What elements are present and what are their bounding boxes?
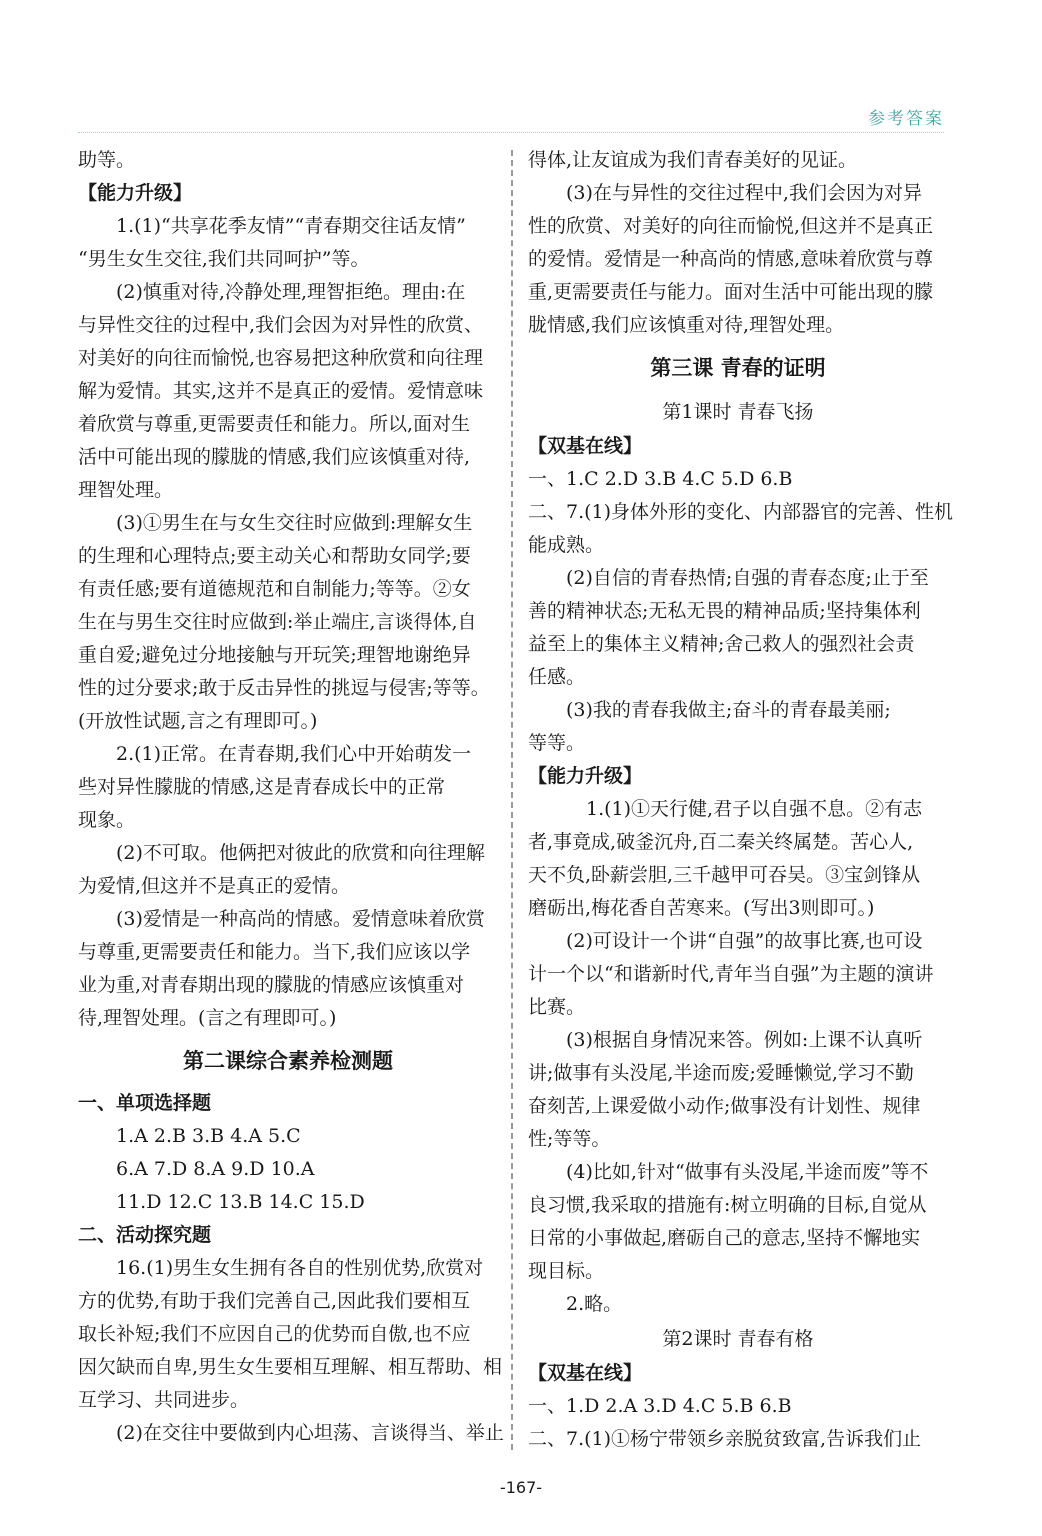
answer-line: 一、1.D 2.A 3.D 4.C 5.B 6.B <box>528 1395 792 1417</box>
answer-line: (2)慎重对待,冷静处理,理智拒绝。理由:在 <box>116 281 466 303</box>
answer-line: 者,事竟成,破釜沉舟,百二秦关终属楚。苦心人, <box>528 831 914 853</box>
answer-line: 理智处理。 <box>78 479 174 501</box>
answer-line: (开放性试题,言之有理即可。) <box>78 710 318 732</box>
answer-line: (2)在交往中要做到内心坦荡、言谈得当、举止 <box>116 1422 504 1444</box>
answer-line: 6.A 7.D 8.A 9.D 10.A <box>116 1158 315 1180</box>
answer-line: 讲;做事有头没尾,半途而废;爱睡懒觉,学习不勤 <box>528 1062 914 1084</box>
answer-line: 方的优势,有助于我们完善自己,因此我们要相互 <box>78 1290 471 1312</box>
answer-line: 为爱情,但这并不是真正的爱情。 <box>78 875 351 897</box>
lesson-title: 第三课 青春的证明 <box>650 356 826 380</box>
answer-line: 益至上的集体主义精神;舍己救人的强烈社会责 <box>528 633 915 655</box>
answer-line: 因欠缺而自卑,男生女生要相互理解、相互帮助、相 <box>78 1356 503 1378</box>
answer-line: 取长补短;我们不应因自己的优势而自傲,也不应 <box>78 1323 471 1345</box>
lesson-subtitle: 第1课时 青春飞扬 <box>662 401 814 423</box>
answer-line: 重,更需要责任与能力。面对生活中可能出现的朦 <box>528 281 934 303</box>
page-header-title: 参考答案 <box>868 109 944 129</box>
answer-line: 互学习、共同进步。 <box>78 1389 250 1411</box>
section-heading: 一、单项选择题 <box>78 1092 212 1114</box>
answer-line: 胧情感,我们应该慎重对待,理智处理。 <box>528 314 845 336</box>
answer-line: 些对异性朦胧的情感,这是青春成长中的正常 <box>78 776 446 798</box>
answer-line: 计一个以“和谐新时代,青年当自强”为主题的演讲 <box>528 963 934 985</box>
answer-line: (3)①男生在与女生交往时应做到:理解女生 <box>116 512 473 534</box>
answer-line: 2.(1)正常。在青春期,我们心中开始萌发一 <box>116 743 472 765</box>
answer-line: 对美好的向往而愉悦,也容易把这种欣赏和向往理 <box>78 347 484 369</box>
answer-line: 得体,让友谊成为我们青春美好的见证。 <box>528 149 858 171</box>
answer-line: 活中可能出现的朦胧的情感,我们应该慎重对待, <box>78 446 471 468</box>
answer-line: 等等。 <box>528 732 586 754</box>
answer-line: 性;等等。 <box>528 1128 611 1150</box>
answer-line: 现目标。 <box>528 1260 605 1282</box>
answer-line: 比赛。 <box>528 996 586 1018</box>
answer-line: 一、1.C 2.D 3.B 4.C 5.D 6.B <box>528 468 793 490</box>
answer-line: (2)不可取。他俩把对彼此的欣赏和向往理解 <box>116 842 485 864</box>
section-heading: 【能力升级】 <box>78 182 193 204</box>
left-column <box>78 144 504 1450</box>
lesson-subtitle: 第2课时 青春有格 <box>662 1328 814 1350</box>
section-heading: 二、活动探究题 <box>78 1224 212 1246</box>
answer-line: (2)自信的青春热情;自强的青春态度;止于至 <box>566 567 929 589</box>
answer-line: 任感。 <box>528 666 586 688</box>
answer-line: 与异性交往的过程中,我们会因为对异性的欣赏、 <box>78 314 484 336</box>
lesson-title: 第二课综合素养检测题 <box>183 1049 393 1073</box>
answer-line: 善的精神状态;无私无畏的精神品质;坚持集体利 <box>528 600 921 622</box>
answer-line: 1.(1)“共享花季友情”“青春期交往话友情” <box>116 215 466 237</box>
answer-line: 二、7.(1)①杨宁带领乡亲脱贫致富,告诉我们止 <box>528 1428 922 1450</box>
section-heading: 【能力升级】 <box>528 765 643 787</box>
answer-line: 的爱情。爱情是一种高尚的情感,意味着欣赏与尊 <box>528 248 934 270</box>
answer-line: 解为爱情。其实,这并不是真正的爱情。爱情意味 <box>78 380 484 402</box>
section-heading: 【双基在线】 <box>528 1362 643 1384</box>
answer-line: (4)比如,针对“做事有头没尾,半途而废”等不 <box>566 1161 929 1183</box>
answer-line: (2)可设计一个讲“自强”的故事比赛,也可设 <box>566 930 923 952</box>
answer-line: 日常的小事做起,磨砺自己的意志,坚持不懈地实 <box>528 1227 921 1249</box>
answer-line: (3)爱情是一种高尚的情感。爱情意味着欣赏 <box>116 908 485 930</box>
answer-line: 的生理和心理特点;要主动关心和帮助女同学;要 <box>78 545 471 567</box>
answer-line: 良习惯,我采取的措施有:树立明确的目标,自觉从 <box>528 1194 927 1216</box>
page-number: -167- <box>499 1478 543 1497</box>
answer-line: 有责任感;要有道德规范和自制能力;等等。②女 <box>78 578 471 600</box>
answer-line: 天不负,卧薪尝胆,三千越甲可吞吴。③宝剑锋从 <box>528 864 921 886</box>
answer-line: 待,理智处理。(言之有理即可。) <box>78 1007 337 1029</box>
answer-line: 现象。 <box>78 809 136 831</box>
section-heading: 【双基在线】 <box>528 435 643 457</box>
answer-line: 2.略。 <box>566 1293 623 1315</box>
answer-line: 奋刻苦,上课爱做小动作;做事没有计划性、规律 <box>528 1095 921 1117</box>
answer-line: 与尊重,更需要责任和能力。当下,我们应该以学 <box>78 941 471 963</box>
answer-line: 性的过分要求;敢于反击异性的挑逗与侵害;等等。 <box>78 677 490 699</box>
column-divider <box>511 150 513 1450</box>
answer-line: 磨砺出,梅花香自苦寒来。(写出3则即可。) <box>528 897 875 919</box>
answer-line: 1.A 2.B 3.B 4.A 5.C <box>116 1125 301 1147</box>
answer-line: “男生女生交往,我们共同呵护”等。 <box>78 248 370 270</box>
answer-line: (3)根据自身情况来答。例如:上课不认真听 <box>566 1029 923 1051</box>
answer-line: 二、7.(1)身体外形的变化、内部器官的完善、性机 <box>528 501 954 523</box>
answer-line: (3)我的青春我做主;奋斗的青春最美丽; <box>566 699 891 721</box>
answer-line: 能成熟。 <box>528 534 605 556</box>
answer-line: 重自爱;避免过分地接触与开玩笑;理智地谢绝异 <box>78 644 471 666</box>
answer-line: 业为重,对青春期出现的朦胧的情感应该慎重对 <box>78 974 465 996</box>
header-divider <box>78 132 944 133</box>
answer-line: (3)在与异性的交往过程中,我们会因为对异 <box>566 182 922 204</box>
answer-line: 性的欣赏、对美好的向往而愉悦,但这并不是真正 <box>528 215 934 237</box>
answer-line: 助等。 <box>78 149 136 171</box>
answer-line: 11.D 12.C 13.B 14.C 15.D <box>116 1191 365 1213</box>
answer-line: 生在与男生交往时应做到:举止端庄,言谈得体,自 <box>78 611 477 633</box>
answer-line: 16.(1)男生女生拥有各自的性别优势,欣赏对 <box>116 1257 484 1279</box>
answer-line: 1.(1)①天行健,君子以自强不息。②有志 <box>586 798 923 820</box>
right-column <box>528 144 954 1456</box>
answer-line: 着欣赏与尊重,更需要责任和能力。所以,面对生 <box>78 413 471 435</box>
